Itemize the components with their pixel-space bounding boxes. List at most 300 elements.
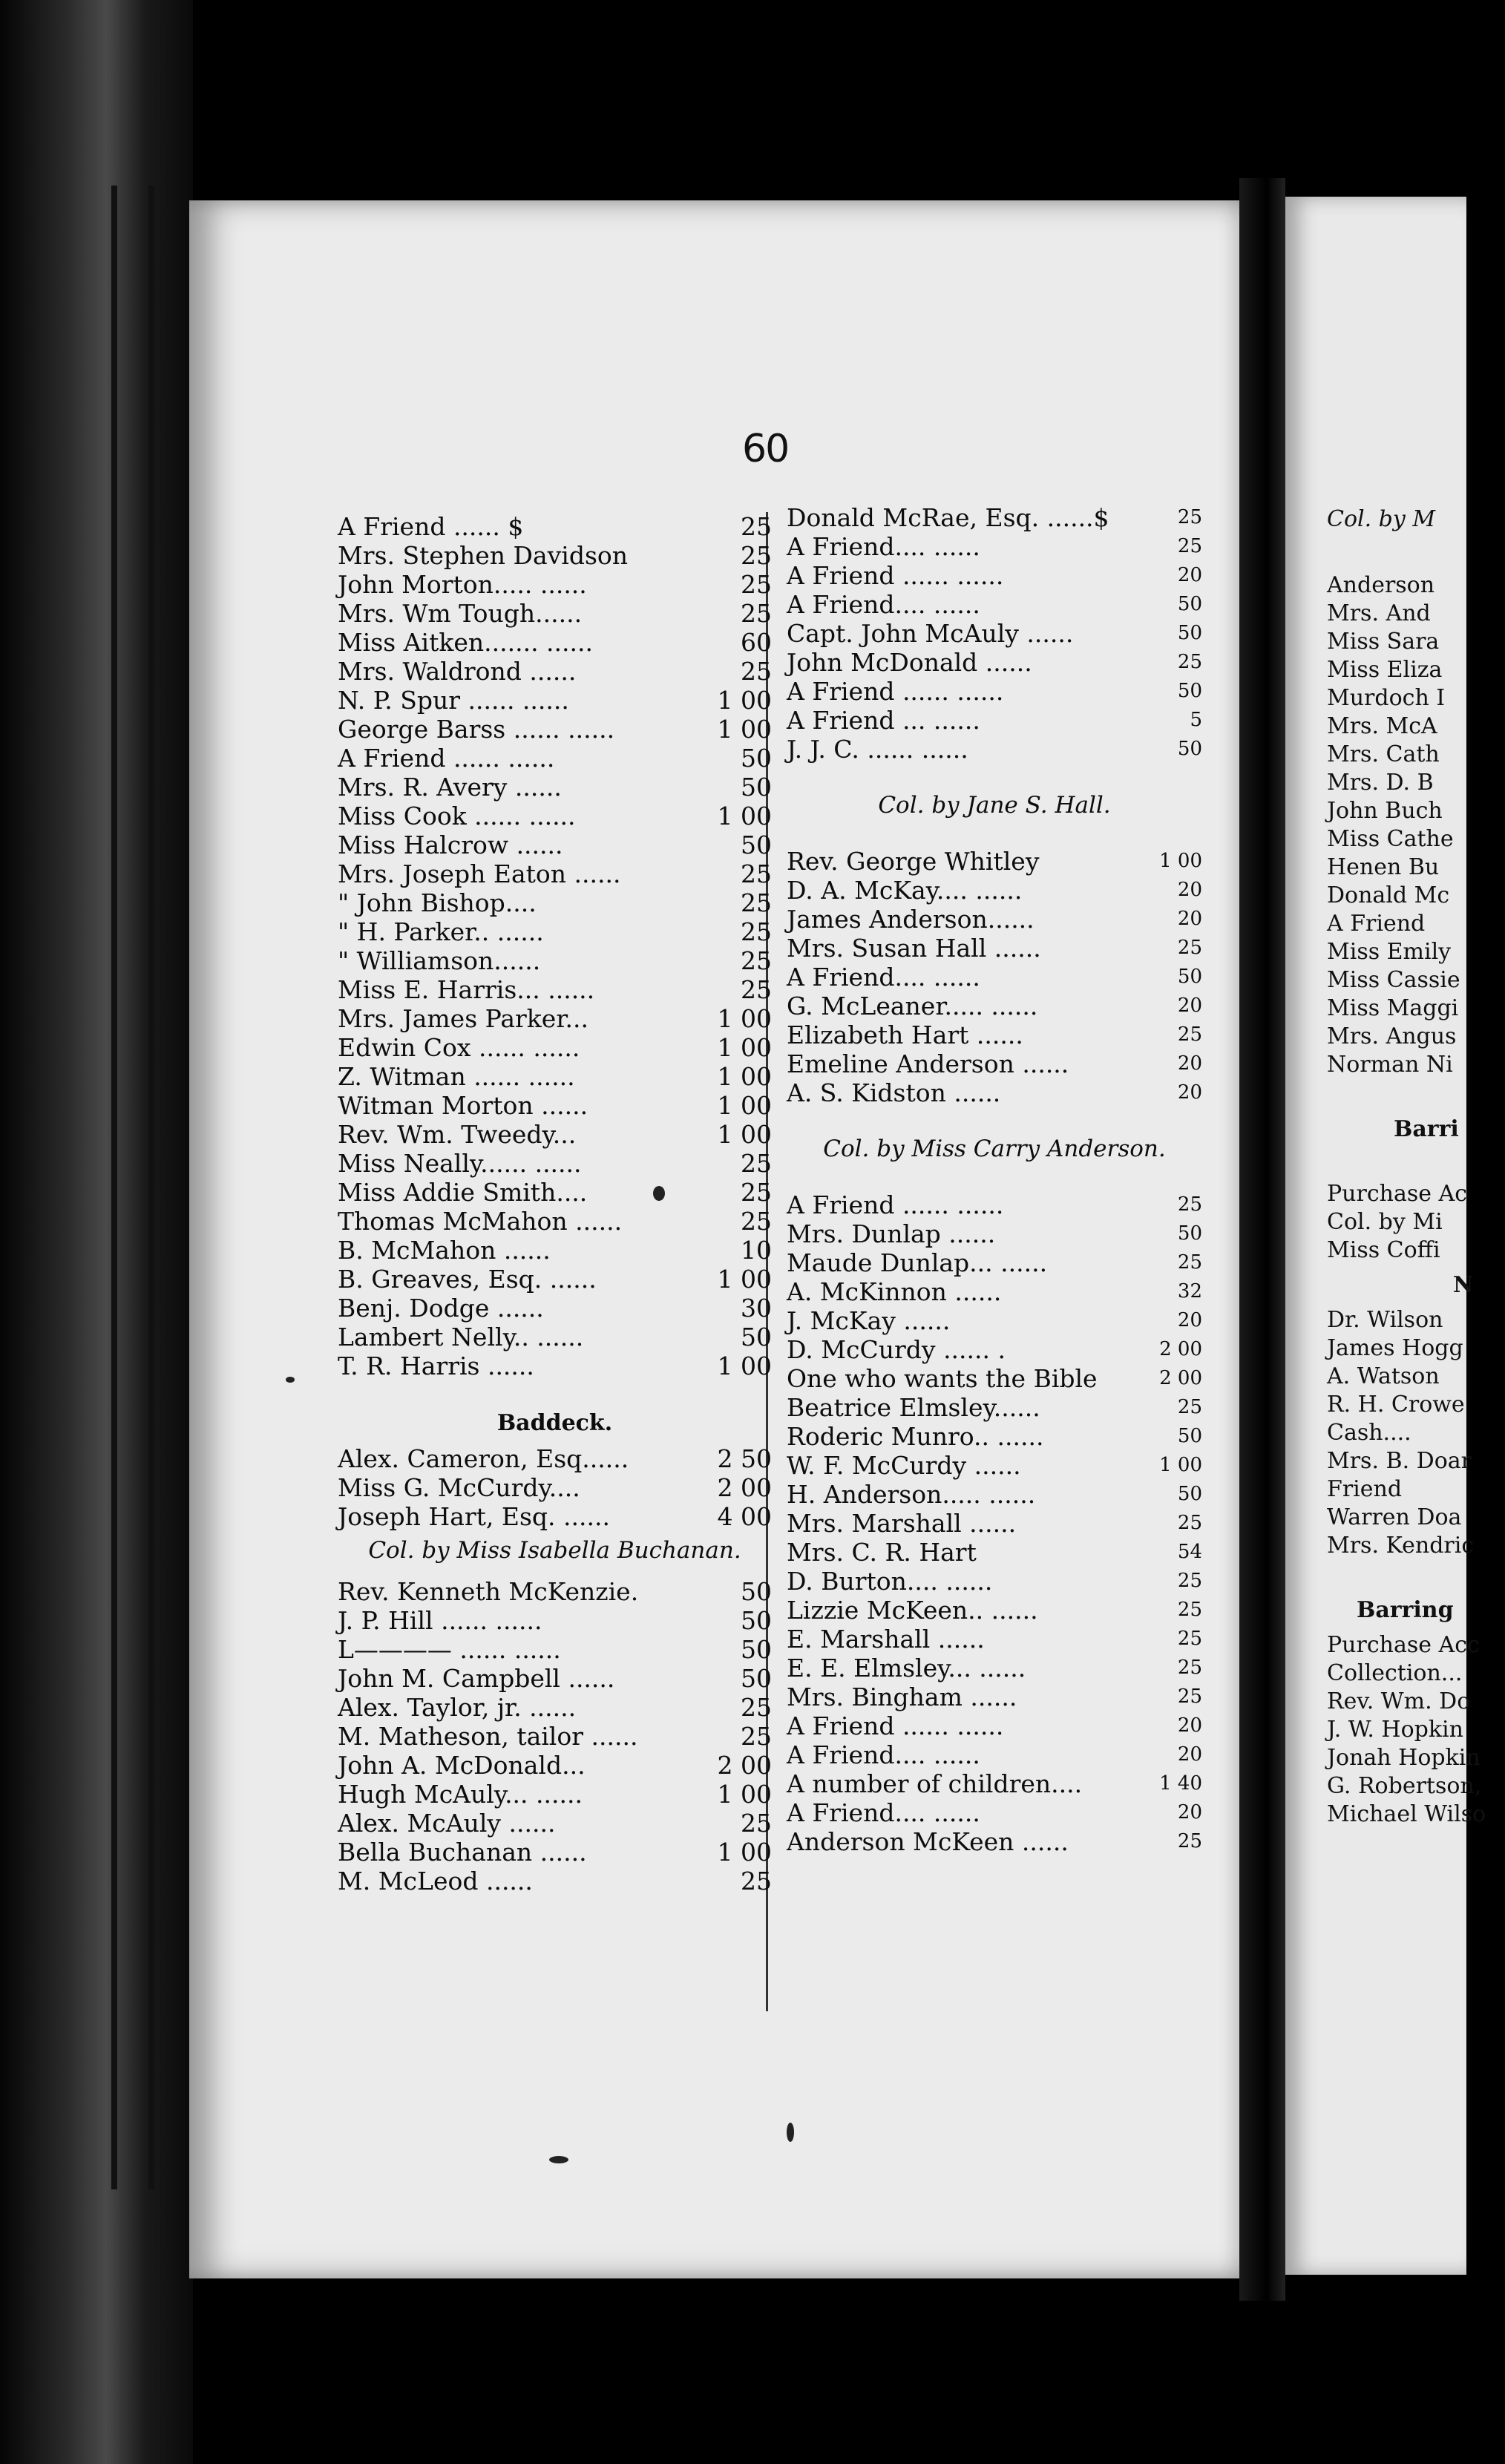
adjacent-line: Miss Sara — [1327, 629, 1440, 655]
contributor-row — [787, 1538, 1202, 1567]
contributor-list — [787, 1190, 1202, 1856]
contributor-row — [787, 1078, 1202, 1107]
adjacent-line: Murdoch I — [1327, 685, 1446, 711]
contribution-amount: 1 00 — [717, 1838, 772, 1867]
section-heading-baddeck: Baddeck. — [496, 1410, 613, 1436]
contribution-amount: 20 — [1177, 1801, 1202, 1824]
contribution-amount: 2 50 — [717, 1444, 772, 1473]
adjacent-line: Henen Bu — [1327, 854, 1440, 880]
contribution-amount: 20 — [1177, 1743, 1202, 1766]
contributor-row — [338, 715, 772, 744]
contribution-amount: 50 — [1177, 680, 1202, 702]
contributor-name: George Barss ...... ...... — [338, 715, 615, 744]
contributor-row — [338, 744, 772, 773]
contributor-row — [787, 1596, 1202, 1625]
contribution-amount: 1 00 — [1159, 850, 1202, 872]
contributor-name: Rev. George Whitley — [787, 847, 1040, 876]
adjacent-line: Cash.... — [1327, 1420, 1411, 1446]
contributor-row — [338, 946, 772, 975]
adjacent-line: Miss Maggi — [1327, 995, 1459, 1021]
contribution-amount: 25 — [1177, 1685, 1202, 1708]
contributor-row — [787, 1682, 1202, 1711]
contributor-name: Capt. John McAuly ...... — [787, 619, 1074, 648]
contribution-amount: 25 — [1177, 535, 1202, 557]
contributor-row — [787, 532, 1202, 561]
contributor-name: Mrs. Bingham ...... — [787, 1682, 1017, 1711]
contributor-name: A. McKinnon ...... — [787, 1277, 1002, 1306]
contribution-amount: 50 — [1177, 1483, 1202, 1505]
contribution-amount: 25 — [1177, 1193, 1202, 1216]
contributor-name: E. E. Elmsley... ...... — [787, 1654, 1026, 1682]
contributor-row — [787, 1422, 1202, 1451]
adjacent-line: Dr. Wilson — [1327, 1307, 1443, 1333]
adjacent-line: Friend — [1327, 1476, 1403, 1502]
contributor-name: J. J. C. ...... ...... — [787, 735, 968, 764]
adjacent-line: Mrs. Angus — [1327, 1023, 1457, 1049]
right-column — [787, 503, 1202, 1856]
contributor-name: John A. McDonald... — [338, 1751, 586, 1780]
contributor-row — [787, 1335, 1202, 1364]
contributor-name: John M. Campbell ...... — [338, 1664, 615, 1693]
contributor-row — [338, 1664, 772, 1693]
contributor-name: D. Burton.... ...... — [787, 1567, 993, 1596]
contributor-name: Emeline Anderson ...... — [787, 1049, 1069, 1078]
contributor-name: " Williamson...... — [338, 946, 541, 975]
adjacent-line: Norman Ni — [1327, 1052, 1453, 1078]
adjacent-line: Miss Cathe — [1327, 826, 1454, 852]
contributor-row — [338, 1149, 772, 1178]
contributor-name: Mrs. Susan Hall ...... — [787, 934, 1041, 963]
contribution-amount: 25 — [1177, 1512, 1202, 1534]
contribution-amount: 20 — [1177, 1052, 1202, 1075]
ink-mark — [787, 2123, 794, 2142]
contributor-row — [338, 1062, 772, 1091]
contribution-amount: 1 00 — [717, 1004, 772, 1033]
contributor-name: Mrs. R. Avery ...... — [338, 773, 562, 802]
contributor-row — [338, 1033, 772, 1062]
adjacent-line: Rev. Wm. Do — [1327, 1688, 1471, 1714]
contributor-row — [338, 1236, 772, 1265]
contributor-name: A Friend ... ...... — [787, 706, 980, 735]
contributor-row — [787, 992, 1202, 1020]
contributor-name: Anderson McKeen ...... — [787, 1827, 1069, 1856]
contribution-amount: 10 — [741, 1236, 772, 1265]
adjacent-line: R. H. Crowe — [1327, 1392, 1465, 1418]
contribution-amount: 25 — [1177, 1396, 1202, 1418]
contribution-amount: 25 — [1177, 1570, 1202, 1592]
contribution-amount: 50 — [1177, 1425, 1202, 1447]
contributor-row — [787, 677, 1202, 706]
contribution-amount: 25 — [741, 859, 772, 888]
contributor-name: Mrs. Wm Tough...... — [338, 599, 583, 628]
contributor-row — [338, 1780, 772, 1809]
contributor-row — [787, 1020, 1202, 1049]
adjacent-line: Jonah Hopkin — [1327, 1745, 1481, 1771]
contributor-name: Alex. McAuly ...... — [338, 1809, 556, 1838]
contributor-row — [787, 1306, 1202, 1335]
contribution-amount: 25 — [741, 1149, 772, 1178]
contribution-amount: 20 — [1177, 1309, 1202, 1331]
adjacent-line: Collection... — [1327, 1660, 1463, 1686]
contributor-name: M. McLeod ...... — [338, 1867, 533, 1895]
contributor-row — [338, 686, 772, 715]
contributor-list — [787, 847, 1202, 1107]
contribution-amount: 50 — [741, 1323, 772, 1351]
contributor-row — [787, 1769, 1202, 1798]
contributor-name: One who wants the Bible — [787, 1364, 1098, 1393]
contributor-name: Miss E. Harris... ...... — [338, 975, 595, 1004]
contributor-name: Thomas McMahon ...... — [338, 1207, 623, 1236]
contributor-name: N. P. Spur ...... ...... — [338, 686, 569, 715]
contribution-amount: 25 — [741, 888, 772, 917]
contribution-amount: 4 00 — [717, 1502, 772, 1531]
contributor-row — [338, 1323, 772, 1351]
contributor-row — [338, 628, 772, 657]
contributor-row — [338, 1867, 772, 1895]
contributor-row — [338, 1751, 772, 1780]
adjacent-line: Purchase Ac — [1327, 1181, 1468, 1207]
contributor-name: Mrs. Dunlap ...... — [787, 1219, 996, 1248]
contributor-name: Miss Cook ...... ...... — [338, 802, 576, 830]
adjacent-line: John Buch — [1327, 798, 1443, 824]
contributor-row — [338, 1693, 772, 1722]
contributor-row — [787, 1798, 1202, 1827]
contribution-amount: 1 00 — [717, 1265, 772, 1294]
contribution-amount: 25 — [741, 1178, 772, 1207]
contributor-name: Edwin Cox ...... ...... — [338, 1033, 580, 1062]
contributor-row — [787, 1740, 1202, 1769]
contributor-row — [338, 1207, 772, 1236]
adjacent-line: Miss Eliza — [1327, 657, 1443, 683]
contributor-row — [338, 657, 772, 686]
contribution-amount: 25 — [741, 1207, 772, 1236]
contributor-name: A Friend.... ...... — [787, 590, 980, 619]
contributor-row — [338, 830, 772, 859]
section-heading-hall: Col. by Jane S. Hall. — [878, 792, 1111, 819]
contribution-amount: 25 — [741, 1693, 772, 1722]
contributor-list — [338, 512, 772, 1380]
contribution-amount: 1 00 — [717, 686, 772, 715]
contributor-name: Hugh McAuly... ...... — [338, 1780, 583, 1809]
contributor-name: Mrs. Stephen Davidson — [338, 541, 629, 570]
contributor-row — [338, 541, 772, 570]
contributor-name: Alex. Cameron, Esq...... — [338, 1444, 629, 1473]
contributor-name: A number of children.... — [787, 1769, 1083, 1798]
contributor-row — [338, 1120, 772, 1149]
contributor-list — [338, 1577, 772, 1895]
contribution-amount: 60 — [741, 628, 772, 657]
contributor-name: Mrs. James Parker... — [338, 1004, 588, 1033]
section-heading-buchanan: Col. by Miss Isabella Buchanan. — [368, 1537, 741, 1564]
adjacent-line: Mrs. McA — [1327, 713, 1437, 739]
page-number: 60 — [742, 427, 789, 471]
contributor-row — [338, 1502, 772, 1531]
contributor-name: Rev. Wm. Tweedy... — [338, 1120, 577, 1149]
adjacent-line: Mrs. And — [1327, 600, 1431, 626]
adjacent-heading: N — [1453, 1272, 1474, 1298]
contributor-name: A Friend ...... ...... — [787, 1190, 1004, 1219]
adjacent-line: Mrs. B. Doar — [1327, 1448, 1472, 1474]
contributor-row — [787, 1049, 1202, 1078]
contributor-name: J. P. Hill ...... ...... — [338, 1606, 542, 1635]
contributor-name: Elizabeth Hart ...... — [787, 1020, 1023, 1049]
contribution-amount: 25 — [741, 975, 772, 1004]
contribution-amount: 2 00 — [717, 1473, 772, 1502]
contributor-name: James Anderson...... — [787, 905, 1035, 934]
contribution-amount: 25 — [1177, 1628, 1202, 1650]
contributor-name: T. R. Harris ...... — [338, 1351, 534, 1380]
contribution-amount: 20 — [1177, 564, 1202, 586]
contribution-amount: 50 — [741, 1577, 772, 1606]
contribution-amount: 54 — [1177, 1541, 1202, 1563]
contribution-amount: 32 — [1177, 1280, 1202, 1303]
book-spine — [0, 0, 193, 2464]
adjacent-line: Mrs. D. B — [1327, 770, 1434, 796]
contribution-amount: 25 — [1177, 937, 1202, 959]
contribution-amount: 2 00 — [717, 1751, 772, 1780]
contribution-amount: 20 — [1177, 879, 1202, 901]
contribution-amount: 25 — [741, 917, 772, 946]
contributor-row — [338, 1004, 772, 1033]
contributor-row — [787, 1711, 1202, 1740]
contribution-amount: 2 00 — [1159, 1338, 1202, 1360]
contributor-name: Lambert Nelly.. ...... — [338, 1323, 584, 1351]
contributor-name: Lizzie McKeen.. ...... — [787, 1596, 1038, 1625]
contributor-name: A Friend.... ...... — [787, 532, 980, 561]
contributor-row — [787, 1393, 1202, 1422]
contributor-row — [338, 888, 772, 917]
contributor-row — [338, 1809, 772, 1838]
contribution-amount: 25 — [741, 657, 772, 686]
contribution-amount: 25 — [1177, 651, 1202, 673]
adjacent-line: Donald Mc — [1327, 882, 1450, 908]
contributor-row — [338, 512, 772, 541]
contributor-name: A Friend ...... ...... — [338, 744, 555, 773]
contribution-amount: 25 — [741, 599, 772, 628]
contributor-name: Mrs. Marshall ...... — [787, 1509, 1017, 1538]
adjacent-line: Purchase Acc — [1327, 1632, 1480, 1658]
contributor-name: Roderic Munro.. ...... — [787, 1422, 1044, 1451]
contributor-name: Miss Neally...... ...... — [338, 1149, 582, 1178]
contribution-amount: 50 — [1177, 738, 1202, 760]
contribution-amount: 25 — [1177, 506, 1202, 528]
contribution-amount: 25 — [1177, 1657, 1202, 1679]
adjacent-line: Warren Doa — [1327, 1504, 1462, 1530]
contributor-name: A Friend ...... ...... — [787, 561, 1004, 590]
contributor-name: H. Anderson..... ...... — [787, 1480, 1036, 1509]
contribution-amount: 20 — [1177, 1714, 1202, 1737]
contribution-amount: 1 00 — [717, 1780, 772, 1809]
contribution-amount: 20 — [1177, 995, 1202, 1017]
contributor-row — [787, 1480, 1202, 1509]
contributor-name: L———— ...... ...... — [338, 1635, 561, 1664]
spine-edge-line — [148, 186, 154, 2189]
contributor-row — [787, 876, 1202, 905]
contributor-row — [338, 1444, 772, 1473]
contributor-name: D. A. McKay.... ...... — [787, 876, 1023, 905]
contributor-row — [787, 1219, 1202, 1248]
contribution-amount: 50 — [1177, 593, 1202, 615]
contribution-amount: 1 00 — [717, 1062, 772, 1091]
contributor-name: E. Marshall ...... — [787, 1625, 985, 1654]
contribution-amount: 50 — [741, 1664, 772, 1693]
adjacent-line: Michael Wilso — [1327, 1801, 1486, 1827]
adjacent-heading: Col. by M — [1327, 506, 1436, 532]
spine-edge-line — [111, 186, 117, 2189]
contribution-amount: 25 — [1177, 1251, 1202, 1274]
contributor-name: John McDonald ...... — [787, 648, 1032, 677]
contributor-row — [338, 570, 772, 599]
contributor-name: A Friend.... ...... — [787, 1740, 980, 1769]
contributor-row — [338, 599, 772, 628]
contributor-row — [787, 905, 1202, 934]
contributor-name: A Friend ...... $ — [338, 512, 524, 541]
contributor-row — [338, 1577, 772, 1606]
contribution-amount: 1 00 — [717, 1033, 772, 1062]
contributor-row — [787, 934, 1202, 963]
contribution-amount: 1 00 — [1159, 1454, 1202, 1476]
contributor-row — [787, 1451, 1202, 1480]
adjacent-page-column — [1327, 497, 1505, 1829]
contributor-name: Beatrice Elmsley...... — [787, 1393, 1040, 1422]
contributor-row — [787, 1190, 1202, 1219]
contribution-amount: 50 — [741, 1635, 772, 1664]
contributor-row — [787, 648, 1202, 677]
adjacent-line: Mrs. Cath — [1327, 741, 1440, 767]
page-gutter — [1239, 178, 1285, 2301]
contributor-name: Alex. Taylor, jr. ...... — [338, 1693, 577, 1722]
contribution-amount: 2 00 — [1159, 1367, 1202, 1389]
contributor-row — [787, 847, 1202, 876]
contributor-row — [338, 917, 772, 946]
contributor-name: J. McKay ...... — [787, 1306, 951, 1335]
contribution-amount: 50 — [741, 744, 772, 773]
contributor-name: Bella Buchanan ...... — [338, 1838, 587, 1867]
contributor-name: A Friend.... ...... — [787, 1798, 980, 1827]
contribution-amount: 1 00 — [717, 1120, 772, 1149]
contributor-row — [787, 1509, 1202, 1538]
contributor-row — [338, 859, 772, 888]
contributor-name: Miss Aitken....... ...... — [338, 628, 593, 657]
adjacent-line: Miss Emily — [1327, 939, 1452, 965]
contribution-amount: 25 — [741, 570, 772, 599]
contributor-row — [787, 1827, 1202, 1856]
contributor-row — [787, 1654, 1202, 1682]
contributor-name: D. McCurdy ...... . — [787, 1335, 1006, 1364]
contributor-name: A Friend.... ...... — [787, 963, 980, 992]
contributor-row — [338, 1473, 772, 1502]
contribution-amount: 50 — [741, 830, 772, 859]
ink-mark — [286, 1377, 295, 1383]
contributor-row — [338, 1838, 772, 1867]
contributor-row — [787, 503, 1202, 532]
contributor-name: A Friend ...... ...... — [787, 1711, 1004, 1740]
contributor-name: G. McLeaner..... ...... — [787, 992, 1038, 1020]
contributor-name: B. McMahon ...... — [338, 1236, 551, 1265]
contribution-amount: 1 00 — [717, 1091, 772, 1120]
contributor-name: Mrs. C. R. Hart — [787, 1538, 977, 1567]
contributor-row — [338, 1294, 772, 1323]
contributor-row — [338, 1091, 772, 1120]
contribution-amount: 1 40 — [1159, 1772, 1202, 1795]
contribution-amount: 25 — [741, 1867, 772, 1895]
contributor-row — [787, 561, 1202, 590]
adjacent-line: A Friend — [1327, 911, 1426, 937]
contributor-row — [787, 963, 1202, 992]
contribution-amount: 1 00 — [717, 715, 772, 744]
contributor-list — [787, 503, 1202, 764]
contributor-name: M. Matheson, tailor ...... — [338, 1722, 638, 1751]
contributor-row — [787, 1277, 1202, 1306]
contribution-amount: 20 — [1177, 908, 1202, 930]
contributor-name: " H. Parker.. ...... — [338, 917, 544, 946]
contributor-row — [338, 1265, 772, 1294]
contributor-name: Witman Morton ...... — [338, 1091, 588, 1120]
adjacent-line: A. Watson — [1327, 1363, 1440, 1389]
contributor-name: Miss Addie Smith.... — [338, 1178, 588, 1207]
contributor-name: Z. Witman ...... ...... — [338, 1062, 575, 1091]
contribution-amount: 50 — [1177, 622, 1202, 644]
contributor-row — [787, 590, 1202, 619]
contribution-amount: 25 — [1177, 1830, 1202, 1852]
adjacent-line: G. Robertson, — [1327, 1773, 1482, 1799]
adjacent-line: Mrs. Kendric — [1327, 1533, 1475, 1559]
contribution-amount: 30 — [741, 1294, 772, 1323]
contribution-amount: 25 — [741, 541, 772, 570]
contributor-name: A Friend ...... ...... — [787, 677, 1004, 706]
adjacent-line: Miss Cassie — [1327, 967, 1460, 993]
contributor-row — [338, 802, 772, 830]
contribution-amount: 5 — [1190, 709, 1202, 731]
contribution-amount: 25 — [1177, 1599, 1202, 1621]
contributor-list — [338, 1444, 772, 1531]
contributor-name: Mrs. Waldrond ...... — [338, 657, 577, 686]
adjacent-heading: Barri — [1394, 1116, 1459, 1142]
contributor-name: A. S. Kidston ...... — [787, 1078, 1001, 1107]
contributor-name: Miss G. McCurdy.... — [338, 1473, 580, 1502]
contributor-name: Benj. Dodge ...... — [338, 1294, 544, 1323]
contributor-name: W. F. McCurdy ...... — [787, 1451, 1021, 1480]
contributor-row — [338, 773, 772, 802]
left-column — [338, 512, 772, 1895]
contribution-amount: 25 — [741, 1722, 772, 1751]
contribution-amount: 25 — [741, 512, 772, 541]
contributor-row — [787, 1567, 1202, 1596]
adjacent-line: J. W. Hopkin — [1327, 1717, 1463, 1743]
contributor-name: Miss Halcrow ...... — [338, 830, 563, 859]
contributor-name: John Morton..... ...... — [338, 570, 587, 599]
contributor-name: Maude Dunlap... ...... — [787, 1248, 1048, 1277]
contribution-amount: 50 — [741, 1606, 772, 1635]
contributor-row — [787, 619, 1202, 648]
contribution-amount: 25 — [1177, 1023, 1202, 1046]
contributor-row — [338, 1722, 772, 1751]
contributor-row — [787, 1625, 1202, 1654]
contributor-row — [338, 1635, 772, 1664]
contribution-amount: 50 — [1177, 1222, 1202, 1245]
adjacent-line: Miss Coffi — [1327, 1237, 1440, 1263]
adjacent-line: Col. by Mi — [1327, 1209, 1443, 1235]
contributor-row — [787, 735, 1202, 764]
contributor-row — [338, 975, 772, 1004]
contributor-row — [787, 1248, 1202, 1277]
adjacent-line: Anderson — [1327, 572, 1435, 598]
contribution-amount: 50 — [741, 773, 772, 802]
adjacent-line: James Hogg — [1327, 1335, 1463, 1361]
contributor-name: Donald McRae, Esq. ......$ — [787, 503, 1109, 532]
section-heading-anderson: Col. by Miss Carry Anderson. — [823, 1136, 1166, 1162]
contributor-name: Joseph Hart, Esq. ...... — [338, 1502, 610, 1531]
